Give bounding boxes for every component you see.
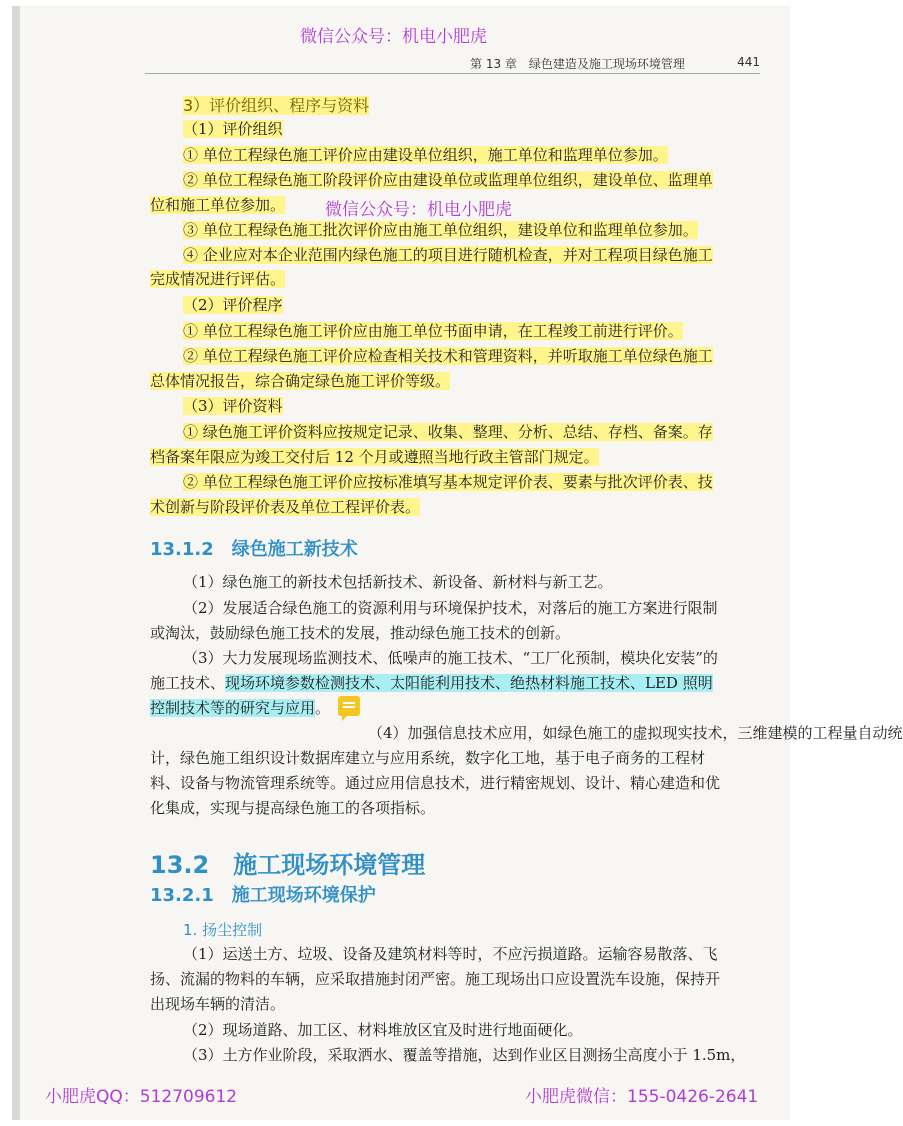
sub1-item-1: ① 单位工程绿色施工评价应由建设单位组织，施工单位和监理单位参加。 (183, 146, 668, 164)
heading-13-2: 13.2 施工现场环境管理 (150, 851, 426, 879)
sub3-item-2-cont: 术创新与阶段评价表及单位工程评价表。 (150, 498, 421, 516)
comment-note-icon[interactable] (338, 696, 360, 716)
sub1-item-2: ② 单位工程绿色施工阶段评价应由建设单位或监理单位组织，建设单位、监理单 (183, 171, 713, 189)
tech-line-2: （2）发展适合绿色施工的资源利用与环境保护技术，对落后的施工方案进行限制 (183, 599, 718, 617)
heading-13-2-1: 13.2.1 施工现场环境保护 (150, 885, 376, 906)
sub1-item-4-cont: 完成情况进行评估。 (150, 270, 286, 288)
sub2-item-2-cont: 总体情况报告，综合确定绿色施工评价等级。 (150, 372, 451, 390)
tech-line-9: 料、设备与物流管理系统等。通过应用信息技术，进行精密规划、设计、精心建造和优 (150, 774, 721, 792)
tech-line-10: 化集成，实现与提高绿色施工的各项指标。 (150, 799, 436, 817)
watermark-middle: 微信公众号：机电小肥虎 (325, 200, 512, 220)
sub2-item-2: ② 单位工程绿色施工评价应检查相关技术和管理资料，并听取施工单位绿色施工 (183, 347, 713, 365)
env-line-2: 扬、流漏的物料的车辆，应采取措施封闭严密。施工现场出口应设置洗车设施，保持开 (150, 970, 721, 988)
tech-line-7: （4）加强信息技术应用，如绿色施工的虚拟现实技术，三维建模的工程量自动统 (368, 724, 903, 742)
running-header (470, 55, 760, 72)
highlight-cyan-2: 控制技术等的研究与应用 (150, 699, 316, 717)
tech-line-4: （3）大力发展现场监测技术、低噪声的施工技术、“工厂化预制，模块化安装”的 (183, 649, 718, 667)
header-rule (145, 73, 760, 74)
sub3-item-1-cont: 档备案年限应为竣工交付后 12 个月或遵照当地行政主管部门规定。 (150, 448, 599, 466)
watermark-top: 微信公众号：机电小肥虎 (300, 27, 487, 47)
chapter-title: 第 13 章 绿色建造及施工现场环境管理 (470, 57, 685, 71)
sub1-item-4: ④ 企业应对本企业范围内绿色施工的项目进行随机检查，并对工程项目绿色施工 (183, 246, 713, 264)
page-number: 441 (737, 55, 760, 69)
dust-control-title: 1. 扬尘控制 (183, 921, 263, 939)
env-line-1: （1）运送土方、垃圾、设备及建筑材料等时，不应污损道路。运输容易散落、飞 (183, 945, 718, 963)
part3-title: 3）评价组织、程序与资料 (183, 96, 370, 115)
sub2-heading: （2）评价程序 (183, 296, 283, 314)
highlight-cyan-1: 现场环境参数检测技术、太阳能利用技术、绝热材料施工技术、LED 照明 (225, 674, 713, 692)
sub1-item-3: ③ 单位工程绿色施工批次评价应由施工单位组织，建设单位和监理单位参加。 (183, 221, 698, 239)
sub3-item-1: ① 绿色施工评价资料应按规定记录、收集、整理、分析、总结、存档、备案。存 (183, 423, 713, 441)
tech-line-3: 或淘汰，鼓励绿色施工技术的发展，推动绿色施工技术的创新。 (150, 624, 571, 642)
watermark-bottom-left: 小肥虎QQ：512709612 (45, 1087, 238, 1107)
tech-line-6: 控制技术等的研究与应用。 (150, 699, 331, 717)
watermark-bottom-right: 小肥虎微信：155-0426-2641 (525, 1087, 759, 1107)
tech-line-8: 计，绿色施工组织设计数据库建立与应用系统，数字化工地，基于电子商务的工程材 (150, 749, 706, 767)
env-line-4: （2）现场道路、加工区、材料堆放区宜及时进行地面硬化。 (183, 1021, 583, 1039)
env-line-3: 出现场车辆的清洁。 (150, 995, 286, 1013)
sub3-item-2: ② 单位工程绿色施工评价应按标准填写基本规定评价表、要素与批次评价表、技 (183, 473, 713, 491)
tech-line-1: （1）绿色施工的新技术包括新技术、新设备、新材料与新工艺。 (183, 573, 613, 591)
heading-13-1-2: 13.1.2 绿色施工新技术 (150, 539, 358, 560)
sub2-item-1: ① 单位工程绿色施工评价应由施工单位书面申请，在工程竣工前进行评价。 (183, 322, 683, 340)
sub3-heading: （3）评价资料 (183, 397, 283, 415)
tech-line-5: 施工技术、现场环境参数检测技术、太阳能利用技术、绝热材料施工技术、LED 照明 (150, 674, 713, 692)
sub1-item-2-cont: 位和施工单位参加。 (150, 196, 286, 214)
env-line-5: （3）土方作业阶段，采取洒水、覆盖等措施，达到作业区目测扬尘高度小于 1.5m， (183, 1046, 746, 1064)
sub1-heading: （1）评价组织 (183, 120, 283, 138)
